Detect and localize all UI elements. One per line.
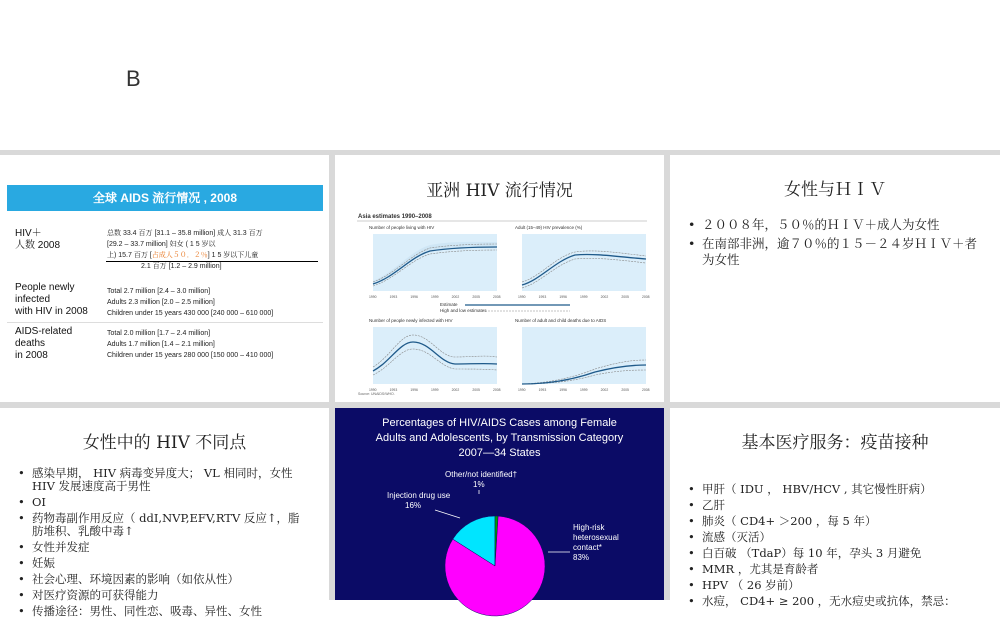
value-line: 2.1 百万 [1.2 – 2.9 million] — [141, 263, 222, 270]
x-tick-label: 2008 — [493, 295, 501, 299]
newly-infected-row — [7, 282, 323, 322]
x-tick-label: 2002 — [451, 295, 460, 299]
label-idu: Injection drug use — [387, 491, 451, 500]
chart-title-line: Adults and Adolescents, by Transmission Category — [375, 432, 624, 444]
bullet-item: • 感染早期， HIV 病毒变异度大； VL 相同时，女性 HIV 发展速度高于男性 — [18, 467, 305, 493]
bullet-item: • OI — [18, 496, 305, 509]
chart-title-line: Percentages of HIV/AIDS Cases among Female — [382, 417, 617, 429]
x-tick-label: 1996 — [559, 388, 567, 392]
legend-range: High and low estimates — [440, 308, 487, 313]
label-other: Other/not identified† — [445, 470, 518, 479]
value-line: Total 2.0 million [1.7 – 2.4 million] — [107, 330, 211, 337]
slide-title: 女性中的 HIV 不同点 — [82, 433, 247, 453]
divider — [7, 322, 323, 323]
x-tick-label: 1999 — [580, 388, 588, 392]
slide-thumb-global-aids[interactable] — [0, 155, 329, 402]
panel-living-with-hiv — [369, 225, 497, 291]
x-tick-label: 2008 — [493, 388, 501, 392]
x-tick-label: 2008 — [642, 388, 650, 392]
bullet-item: • HPV （ 26 岁前） — [688, 579, 990, 592]
bullet-item: • 在南部非洲，逾７０％的１５－２４岁ＨＩＶ＋者为女性 — [688, 236, 982, 268]
value-line: Adults 1.7 million [1.4 – 2.1 million] — [107, 341, 215, 348]
pie-chart — [335, 466, 664, 606]
value-line: Adults 2.3 million [2.0 – 2.5 million] — [107, 299, 215, 306]
x-tick-label: 1990 — [518, 295, 526, 299]
x-tick-label: 1990 — [369, 295, 377, 299]
x-tick-label: 2002 — [600, 388, 609, 392]
x-tick-label: 1999 — [580, 295, 588, 299]
slide-thumb-female-transmission-pie[interactable] — [335, 408, 664, 600]
label-hetero-pct: 83% — [573, 553, 590, 562]
label-other-pct: 1% — [473, 480, 485, 489]
divider — [106, 261, 318, 262]
x-tick-label: 2002 — [600, 295, 609, 299]
panel-title: Number of people newly infected with HIV — [369, 318, 453, 323]
x-tick-label: 1996 — [559, 295, 567, 299]
x-tick-label: 2005 — [621, 388, 629, 392]
row-label-line: People newly — [15, 282, 75, 293]
top-panel — [0, 0, 1000, 150]
legend — [440, 302, 570, 313]
hiv-row — [7, 228, 323, 278]
label-hetero: heterosexual — [573, 533, 619, 542]
bullet-list — [670, 483, 1000, 608]
highlight-text: 占成人５０．２％ — [151, 252, 208, 259]
slide-title: 女性与ＨＩＶ — [784, 180, 886, 200]
panel-newly-infected — [369, 318, 497, 384]
slide-thumb-women-hiv-differences[interactable] — [0, 408, 329, 618]
value-line: [29.2 – 33.7 million] 妇女 ( 1 5 岁以 — [107, 241, 216, 248]
aids-deaths-row — [7, 326, 323, 366]
chart-title-line: 2007—34 States — [458, 447, 541, 459]
row-label-line: in 2008 — [15, 350, 48, 361]
x-tick-label: 1990 — [518, 388, 526, 392]
pie-slices — [445, 516, 545, 616]
row-label-line: with HIV in 2008 — [15, 306, 88, 317]
x-tick-label: 2002 — [451, 388, 460, 392]
asia-estimates-figure — [335, 207, 664, 407]
bullet-item: • 肺炎（ CD4+ ＞200 ，每 5 年） — [688, 515, 990, 528]
x-tick-label: 1993 — [389, 388, 398, 392]
row-label-line: AIDS-related — [15, 326, 73, 337]
row-values — [107, 328, 323, 361]
x-tick-label: 1990 — [369, 388, 377, 392]
x-tick-label: 1993 — [389, 295, 398, 299]
bullet-item: • 女性并发症 — [18, 541, 305, 554]
row-label-line: 人数 2008 — [15, 240, 61, 251]
slide-thumb-women-hiv[interactable] — [670, 155, 1000, 402]
x-tick-label: 1996 — [410, 295, 418, 299]
value-line: 上) 15.7 百万 [占成人５０．２％] 1 5 岁以下儿童 — [107, 252, 259, 259]
bullet-item: • 传播途径：男性、同性恋、吸毒、异性、女性 — [18, 605, 305, 618]
bullet-item: • 药物毒副作用反应（ ddI,NVP,EFV,RTV 反应↑，脂肪堆积、乳酸中毒↑ — [18, 512, 305, 538]
figure-title: Asia estimates 1990–2008 — [358, 214, 432, 220]
x-tick-label: 1996 — [410, 388, 418, 392]
bullet-item: • ２００８年，５０％的ＨＩＶ＋成人为女性 — [688, 217, 982, 233]
bullet-item: • 甲肝（ IDU ， HBV/HCV , 其它慢性肝病） — [688, 483, 990, 496]
bullet-item: • 乙肝 — [688, 499, 990, 512]
x-tick-label: 2005 — [472, 295, 480, 299]
bullet-item: • MMR ，尤其是育龄者 — [688, 563, 990, 576]
bullet-item: • 对医疗资源的可获得能力 — [18, 589, 305, 602]
label-hetero: contact* — [573, 543, 602, 552]
x-tick-label: 1999 — [431, 295, 439, 299]
bullet-item: • 白百破 （TdaP）每 10 年，孕头 3 月避免 — [688, 547, 990, 560]
panel-title: Number of adult and child deaths due to AIDS — [515, 318, 607, 323]
row-label-line: HIV＋ — [15, 228, 42, 239]
panel-adult-prevalence — [515, 225, 646, 291]
slide-thumb-vaccination[interactable] — [670, 408, 1000, 608]
plot-area — [522, 234, 646, 291]
legend-estimate: Estimate — [440, 302, 458, 307]
x-tick-label: 2008 — [642, 295, 650, 299]
row-label — [15, 282, 103, 318]
panel-aids-deaths — [515, 318, 646, 384]
section-letter: B — [126, 66, 141, 91]
value-line: 总数 33.4 百万 [31.1 – 35.8 million] 成人 31.3 百万 — [107, 230, 263, 237]
value-line: Children under 15 years 430 000 [240 000 – 610 000] — [107, 310, 274, 317]
row-label — [15, 228, 103, 252]
slide-thumb-asia-hiv[interactable] — [335, 155, 664, 402]
bullet-list — [0, 467, 329, 618]
x-tick-label: 1999 — [431, 388, 439, 392]
bullet-list — [670, 217, 1000, 268]
panel-title: Number of people living with HIV — [369, 225, 435, 230]
bullet-item: • 水痘， CD4+ ≥ 200 ，无水痘史或抗体，禁忌： — [688, 595, 990, 608]
x-tick-label: 2005 — [621, 295, 629, 299]
slide-header-bar: 全球 AIDS 流行情况 , 2008 — [7, 185, 323, 211]
slide-title: 基本医疗服务：疫苗接种 — [741, 433, 929, 453]
value-line: Total 2.7 million [2.4 – 3.0 million] — [107, 288, 211, 295]
row-label-line: deaths — [15, 338, 46, 349]
figure-source: Source: UNAIDS/WHO. — [358, 392, 395, 396]
chart-title — [335, 416, 664, 461]
panel-title: Adult (15–49) HIV prevalence (%) — [515, 225, 583, 230]
bullet-item: • 流感（灭活） — [688, 531, 990, 544]
row-values — [107, 286, 323, 319]
x-tick-label: 1993 — [538, 295, 547, 299]
row-values — [107, 228, 323, 272]
row-label — [15, 326, 103, 362]
x-tick-label: 2005 — [472, 388, 480, 392]
value-line: Children under 15 years 280 000 [150 000 – 410 000] — [107, 352, 274, 359]
x-tick-label: 1993 — [538, 388, 547, 392]
label-hetero: High-risk — [573, 523, 605, 532]
bullet-item: • 社会心理、环境因素的影响（如依从性） — [18, 573, 305, 586]
slide-title: 亚洲 HIV 流行情况 — [426, 181, 573, 201]
label-idu-pct: 16% — [405, 501, 422, 510]
row-label-line: infected — [15, 294, 51, 305]
bullet-item: • 妊娠 — [18, 557, 305, 570]
